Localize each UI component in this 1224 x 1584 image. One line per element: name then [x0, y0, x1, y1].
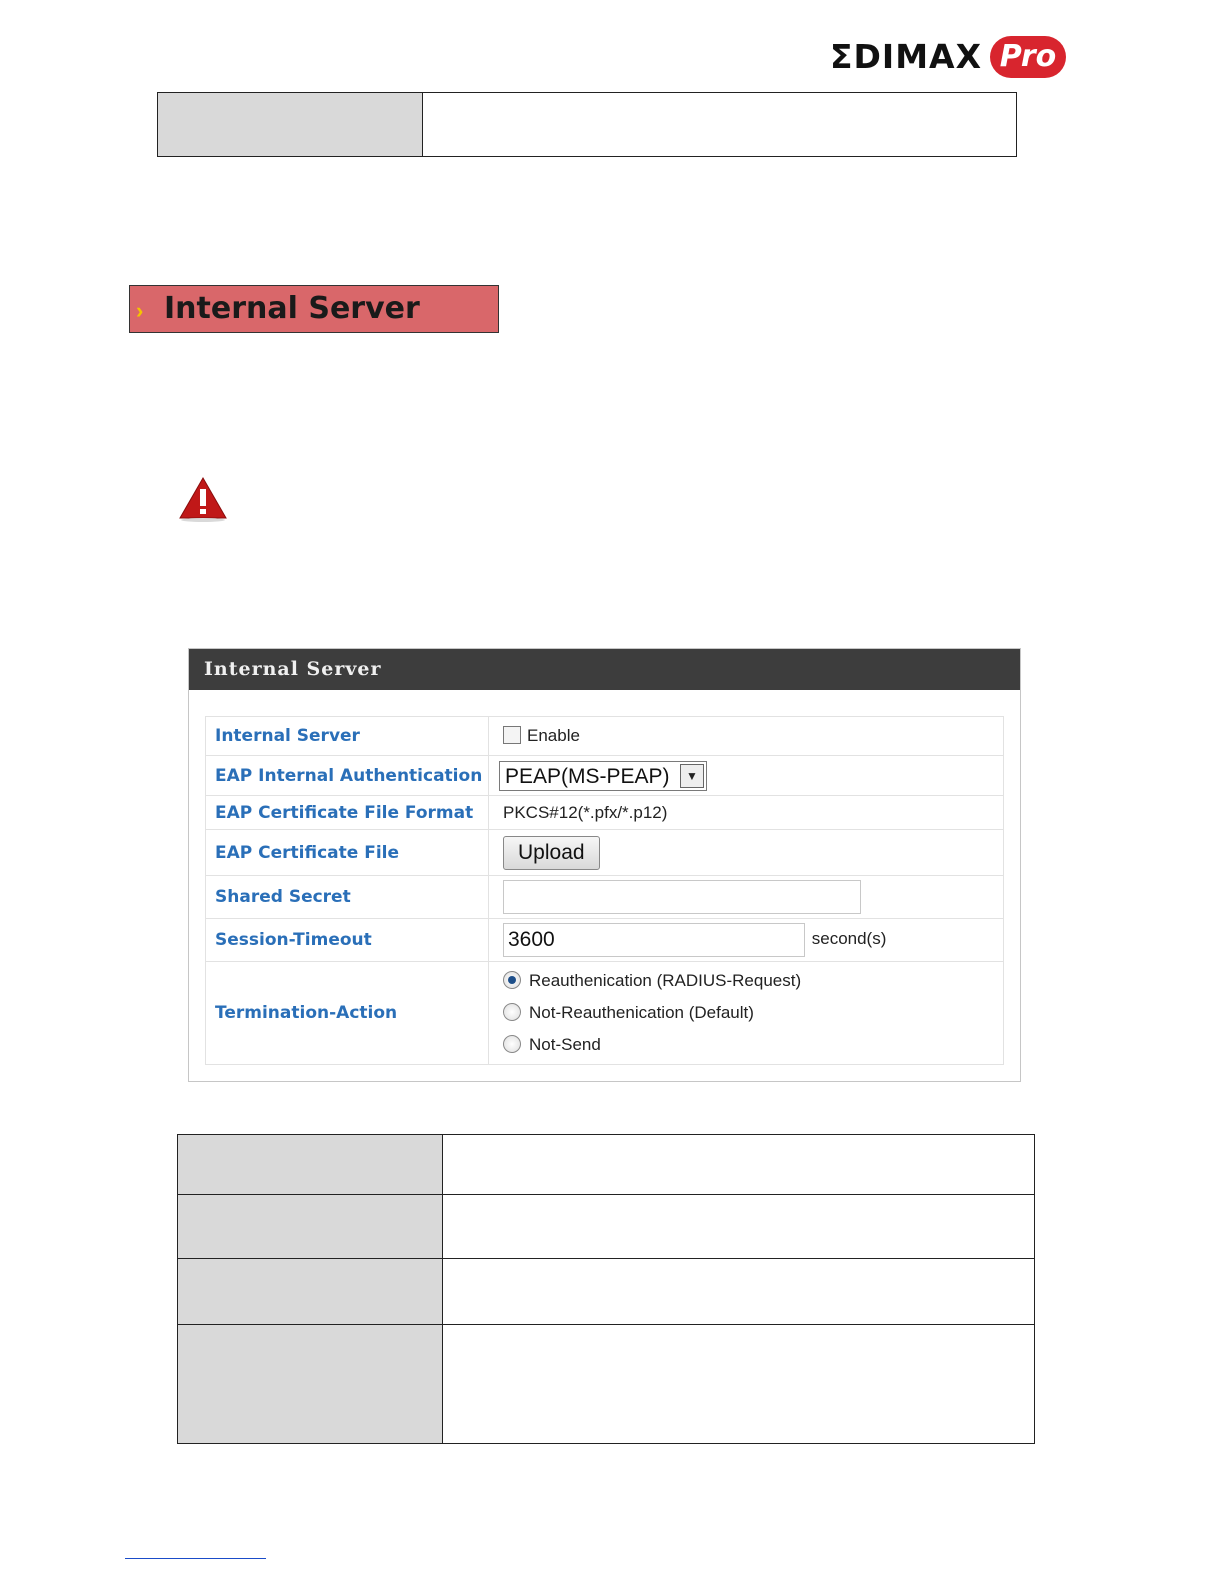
row-shared-secret [206, 876, 1004, 919]
logo-wordmark: ΣDIMAX [830, 37, 983, 76]
radio-label: Reauthenication (RADIUS-Request) [529, 971, 802, 990]
upload-button[interactable]: Upload [503, 836, 600, 870]
table-row [178, 1325, 1035, 1444]
table-value-cell [443, 1135, 1035, 1195]
label-internal-server: Internal Server [206, 717, 489, 756]
settings-form [205, 716, 1004, 1065]
radio-label: Not-Send [529, 1035, 601, 1054]
cert-format-value: PKCS#12(*.pfx/*.p12) [489, 796, 1004, 830]
eap-auth-select[interactable] [499, 761, 707, 791]
panel-header: Internal Server [189, 649, 1020, 690]
label-cert-file: EAP Certificate File [206, 830, 489, 876]
table-key-cell [178, 1325, 443, 1444]
chevron-down-icon[interactable]: ▼ [680, 764, 704, 788]
edimax-pro-logo [830, 34, 1070, 82]
radio-button[interactable] [503, 1003, 521, 1021]
row-internal-server [206, 717, 1004, 756]
row-cert-file [206, 830, 1004, 876]
radio-label: Not-Reauthenication (Default) [529, 1003, 754, 1022]
label-shared-secret: Shared Secret [206, 876, 489, 919]
eap-auth-selected: PEAP(MS-PEAP) [505, 764, 670, 788]
table-value-cell [443, 1195, 1035, 1259]
row-eap-auth [206, 756, 1004, 796]
chevron-right-icon: › [136, 298, 144, 323]
logo-pro-badge: Pro [990, 36, 1066, 78]
warning-icon [178, 476, 228, 522]
enable-checkbox[interactable] [503, 726, 521, 744]
bottom-description-table [177, 1134, 1035, 1444]
table-value-cell [443, 1325, 1035, 1444]
table-key-cell [158, 93, 423, 157]
table-key-cell [178, 1135, 443, 1195]
internal-server-panel [188, 648, 1021, 1082]
radio-button[interactable] [503, 1035, 521, 1053]
radio-option[interactable] [503, 1029, 1003, 1061]
table-row [178, 1259, 1035, 1325]
label-termination-action: Termination-Action [206, 962, 489, 1065]
table-key-cell [178, 1259, 443, 1325]
label-cert-format: EAP Certificate File Format [206, 796, 489, 830]
section-banner [129, 285, 499, 333]
radio-option[interactable] [503, 965, 1003, 997]
label-session-timeout: Session-Timeout [206, 919, 489, 962]
row-termination-action [206, 962, 1004, 1065]
table-row [158, 93, 1017, 157]
table-value-cell [423, 93, 1017, 157]
top-description-table [157, 92, 1017, 157]
table-row [178, 1195, 1035, 1259]
shared-secret-input[interactable] [503, 880, 861, 914]
radio-button[interactable] [503, 971, 521, 989]
table-value-cell [443, 1259, 1035, 1325]
radio-option[interactable] [503, 997, 1003, 1029]
row-session-timeout [206, 919, 1004, 962]
session-timeout-unit: second(s) [811, 929, 887, 949]
section-title: Internal Server [164, 291, 420, 326]
enable-label: Enable [527, 726, 580, 745]
label-eap-auth: EAP Internal Authentication [206, 756, 489, 796]
session-timeout-input[interactable]: 3600 [503, 923, 805, 957]
table-row [178, 1135, 1035, 1195]
row-cert-format [206, 796, 1004, 830]
table-key-cell [178, 1195, 443, 1259]
footer-link-underline[interactable] [125, 1558, 266, 1559]
